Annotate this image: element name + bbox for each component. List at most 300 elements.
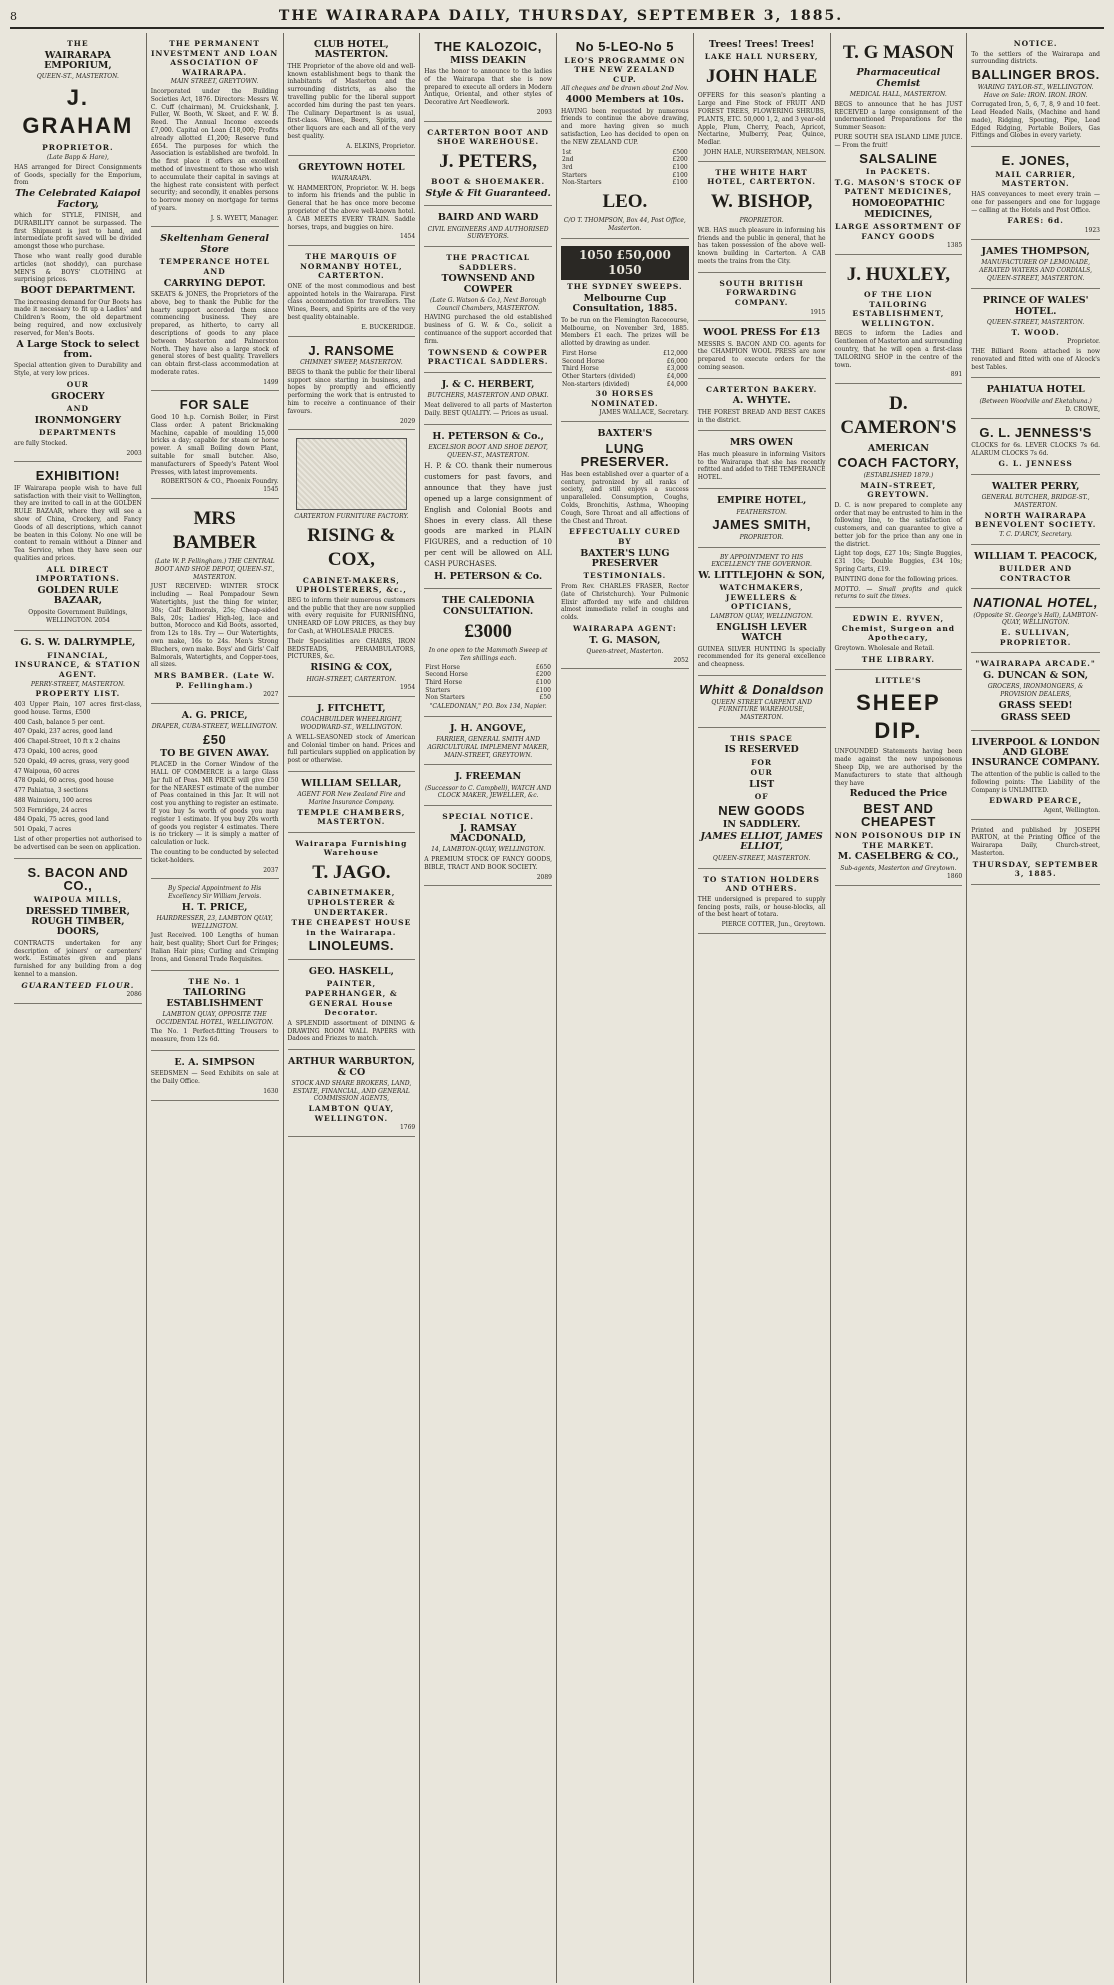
- perry-ad: [971, 477, 1100, 545]
- bamber-head: MRS BAMBER: [172, 507, 257, 554]
- hprice-ad: [151, 881, 279, 970]
- best-sub: NON POISONOUS DIP IN THE MARKET.: [834, 831, 962, 850]
- tailor-sub: LAMBTON QUAY, OPPOSITE THE OCCIDENTAL HOTEL, WELLINGTON.: [155, 1011, 274, 1026]
- column-1: [10, 33, 147, 1983]
- club-head: CLUB HOTEL, MASTERTON.: [313, 39, 389, 61]
- darcy-sig: T. C. D'ARCY, Secretary.: [999, 530, 1073, 538]
- herbert-sub: BUTCHERS, MASTERTON AND OPAKI.: [427, 392, 549, 400]
- grass-head: GRASS SEED!: [998, 699, 1073, 711]
- lung2-head: BAXTER'S LUNG PRESERVER: [580, 547, 670, 570]
- station-head: TO STATION HOLDERS AND OTHERS.: [703, 874, 820, 894]
- motto: MOTTO. — Small profits and quick returns to suit the times.: [834, 585, 963, 601]
- bishop-sub: PROPRIETOR.: [739, 217, 784, 225]
- whitt-head: Whitt & Donaldson: [699, 682, 824, 697]
- given-body: PLACED in the Corner Window of the HALL OF COMMERCE is a large Glass Jar full of Peas. MR PRICE will give £50 for the NEAREST estimate of the number of Peas contained in this Jar. It will not cost you anything to register an estimate. If you buy 5s worth of goods you may register 1 estimate. If you buy 20s worth of goods you register 4 estimates. There is no trickery — it is simply a matter of calculation or luck.: [150, 761, 279, 847]
- price-sub: DRAPER, CUBA-STREET, WELLINGTON.: [151, 723, 278, 731]
- peterson-ad: [424, 427, 552, 590]
- peterson-foot: H. PETERSON & Co.: [434, 570, 543, 582]
- ironmongery-label: IRONMONGERY: [34, 414, 122, 426]
- ryven-ad: [835, 610, 963, 670]
- emporium-ad: [14, 35, 142, 462]
- horses-head: 30 HORSES NOMINATED.: [591, 389, 659, 408]
- rising-cox-ad: [288, 432, 416, 697]
- table-row: First Horse £12,000: [562, 349, 688, 357]
- ballinger-sub: WARING TAYLOR-ST., WELLINGTON. Have on Sale: IRON. IRON. IRON.: [977, 83, 1094, 99]
- imprint-date: THURSDAY, SEPTEMBER 3, 1885.: [972, 859, 1099, 879]
- stock-head: A Large Stock to select from.: [16, 338, 140, 361]
- appointment: BY APPOINTMENT TO HIS EXCELLENCY THE GOVERNOR.: [711, 553, 812, 569]
- ryven-body: Greytown. Wholesale and Retail.: [834, 645, 935, 653]
- list-item: 400 Cash, balance 5 per cent.: [14, 718, 105, 726]
- table-row: Third Horse £100: [425, 679, 551, 687]
- proprietor-label: PROPRIETOR.: [42, 143, 114, 153]
- bamber-body: JUST RECEIVED: WINTER STOCK including — Real Pompadour Sewn Watertights, just the thing for winter, 30s; Calf Balmorals, 25s; Cheap-sided Bals, 20s; Ladies' High-leg, lace and button, Morocco and Kid Boots, assorted, from 12s to 18s. Try — Our Watertights, own make, 16s to 24s. Men's Strong Bluchers, own make. Boys' and Girls' Calf Balmorals, Watertights, and Copper-toes, all sizes.: [150, 583, 279, 669]
- table-row: 1st £500: [562, 148, 688, 156]
- little-label: LITTLE'S: [875, 676, 922, 686]
- elliot-name: JAMES ELLIOT, JAMES ELLIOT,: [700, 830, 823, 853]
- townsend-head: TOWNSEND AND COWPER: [441, 273, 535, 295]
- caledonian-addr: "CALEDONIAN," P.O. Box 134, Napier.: [429, 703, 547, 711]
- owen-body: Has much pleasure in informing Visitors to the Wairarapa that she has recently refitted and added to THE TEMPERANCE HOTEL.: [697, 450, 826, 482]
- townsend-body: HAVING purchased the old established business of G. W. & Co., solicit a continuance of the support accorded that firm.: [424, 314, 552, 345]
- liverpool-head: LIVERPOOL & LONDON AND GLOBE INSURANCE COMPANY.: [971, 736, 1100, 769]
- furniture-caption: CARTERTON FURNITURE FACTORY.: [294, 513, 409, 521]
- macdonald-body: A PREMIUM STOCK OF FANCY GOODS, BIBLE, TRACT AND BOOK SOCIETY.: [424, 856, 552, 871]
- special-head: SPECIAL NOTICE.: [442, 811, 534, 821]
- sullivan-sig: E. SULLIVAN, PROPRIETOR.: [999, 628, 1072, 647]
- wood-body: THE Billiard Room attached is now renovated and fitted with one of Alcock's best Tables.: [971, 347, 1100, 371]
- sheep-dip-ad: [835, 672, 963, 886]
- peacock-ad: [971, 547, 1100, 590]
- ad-number: 1860: [946, 873, 963, 881]
- and-label: AND: [66, 404, 89, 414]
- list-item: 503 Fernridge, 24 acres: [14, 806, 88, 814]
- jenness-body: CLOCKS for 6s. LEVER CLOCKS 7s 6d. ALARUM CLOCKS 7s 6d.: [971, 441, 1100, 457]
- owen-name: MRS OWEN: [729, 437, 794, 449]
- imprint: [971, 822, 1100, 885]
- bishop-ad: [698, 164, 826, 273]
- littlejohn-addr: LAMBTON QUAY, WELLINGTON.: [710, 613, 813, 621]
- perry-sub: GENERAL BUTCHER, BRIDGE-ST., MASTERTON.: [981, 494, 1090, 510]
- sk-head: Skeltenham General Store: [160, 233, 269, 255]
- leo-body: HAVING been requested by numerous friends to continue the above drawing, and more having given so much satisfaction, Leo has decided to open on the NEW ZEALAND CUP.: [561, 107, 689, 146]
- table-row: Non-starters (divided) £4,000: [562, 380, 688, 388]
- sydney-sweep-ad: [561, 241, 689, 423]
- rising-foot: RISING & COX,: [310, 662, 393, 674]
- ad-number: 1385: [946, 242, 963, 250]
- exhibition-ad: [14, 464, 142, 631]
- jago-sub: CABINETMAKER, UPHOLSTERER & UNDERTAKER.: [307, 888, 396, 917]
- list-item: 473 Opaki, 100 acres, good: [14, 747, 98, 755]
- list-item: 403 Upper Plain, 107 acres first-class, good house. Terms, £500: [14, 700, 142, 716]
- thompson-ad: [971, 242, 1100, 289]
- grocery-label: GROCERY: [51, 390, 105, 402]
- baxter-ad: [561, 424, 689, 669]
- buy-body: Those who want really good durable articles (not shoddy), can purchase MEN'S & BOYS' CLOTHING at surprising prices.: [14, 252, 142, 284]
- ad-number: 2052: [673, 656, 689, 664]
- fifty-pounds: £50: [203, 732, 227, 748]
- jenness-sig: G. L. JENNESS: [998, 459, 1073, 469]
- white-hart-head: THE WHITE HART HOTEL, CARTERTON.: [707, 167, 817, 187]
- golden-rule-head: GOLDEN RULE BAZAAR,: [37, 584, 119, 607]
- bacon-head: S. BACON AND CO.,: [27, 864, 129, 894]
- angove-head: J. H. ANGOVE,: [450, 722, 527, 734]
- list-item: 406 Chapel-Street, 10 ft x 2 chains: [14, 738, 121, 746]
- mason-ad: [835, 35, 963, 255]
- ad-number: 1630: [263, 1088, 279, 1095]
- haskell-head: GEO. HASKELL,: [308, 965, 394, 977]
- fitchett-ad: [288, 699, 416, 772]
- column-7: [831, 33, 968, 1983]
- american-label: AMERICAN: [867, 442, 929, 454]
- fitchett-sub: COACHBUILDER WHEELRIGHT, WOODWARD-ST., WELLINGTON.: [300, 716, 403, 732]
- exhibition-head: EXHIBITION!: [35, 468, 120, 484]
- greytown-sub: WAIRARAPA.: [331, 174, 372, 182]
- jones-name: E. JONES,: [1001, 153, 1070, 169]
- of-label: OF: [754, 792, 769, 802]
- emporium-intro: HAS arranged for Direct Consignments of Goods, specially for the Emporium, from: [14, 163, 142, 187]
- sheep-head: SHEEP DIP.: [856, 690, 941, 744]
- baird-sub: CIVIL ENGINEERS AND AUTHORISED SURVEYORS.: [427, 225, 549, 241]
- list-item: 47 Waipoua, 60 acres: [14, 767, 80, 775]
- wool-head: WOOL PRESS For £13: [703, 327, 821, 339]
- factory-body: which for STYLE, FINISH, and DURABILITY cannot be surpassed. The first Shipment is just to hand, and intermediate profit saved will be divided amongst those who purchase.: [14, 211, 142, 251]
- haskell-sub: PAINTER, PAPERHANGER, & GENERAL House Decorator.: [305, 979, 398, 1018]
- ransome-body: BEGS to thank the public for their liberal support since starting in business, and hopes by promptly and efficiently performing the work that is entrusted to him to receive a continuance of their favours.: [287, 368, 416, 415]
- whyte-name: A. WHYTE.: [732, 395, 791, 407]
- thompson-name: JAMES THOMPSON,: [981, 245, 1090, 257]
- carrying-head: CARRYING DEPOT.: [163, 277, 266, 289]
- duncan-sub: GROCERS, IRONMONGERS, & PROVISION DEALERS,: [987, 683, 1084, 699]
- casel-sub: Sub-agents, Masterton and Greytown.: [840, 864, 957, 872]
- all-direct: ALL DIRECT IMPORTATIONS.: [35, 564, 120, 584]
- sweep-table: [561, 350, 689, 388]
- exhibition-body: IF Wairarapa people wish to have full satisfaction with their visit to Wellington, they are invited to call in at the GOLDEN RULE BAZAAR, where they will see a show of China, Crockery, and Fancy Goods of all descriptions, which cannot be beaten in this Colony. No one will be content to remain without a Dinner and Tea Service, when they have seen our qualities and prices.: [14, 484, 142, 562]
- lake-head: LAKE HALL NURSERY,: [704, 52, 819, 62]
- bamber-foot: MRS BAMBER. (Late W. P. Fellingham.): [154, 671, 276, 690]
- notice-head: NOTICE.: [1013, 39, 1058, 48]
- cameron-ad: [835, 386, 963, 608]
- bakery-head: CARTERTON BAKERY.: [705, 384, 818, 394]
- ryven-head: EDWIN E. RYVEN, Chemist, Surgeon and Apothecary,: [841, 614, 956, 643]
- ransome-sub: CHIMNEY SWEEP, MASTERTON.: [300, 359, 403, 367]
- coach-est: (ESTABLISHED 1879.): [863, 471, 934, 479]
- stock-body: Special attention given to Durability and Style, at very low prices.: [14, 362, 142, 378]
- ad-number: 1915: [810, 308, 826, 316]
- sellar-sub: AGENT FOR New Zealand Fire and Marine Insurance Company.: [297, 791, 406, 806]
- simpson-head: E. A. SIMPSON: [174, 1056, 255, 1068]
- grass2-head: GRASS SEED: [1000, 712, 1071, 724]
- newspaper-title: THE WAIRARAPA DAILY, THURSDAY, SEPTEMBER 3, 1885.: [278, 8, 844, 24]
- table-row: Non Starters £50: [425, 694, 551, 702]
- leo-no5: No 5-LEO-No 5: [575, 39, 674, 54]
- baird-ad: [424, 208, 552, 247]
- lever-head: ENGLISH LEVER WATCH: [716, 621, 807, 644]
- herbert-body: Meat delivered to all parts of Masterton Daily. BEST QUALITY. — Prices as usual.: [424, 401, 552, 417]
- jago-ad: [288, 835, 416, 960]
- saddlers-head: THE PRACTICAL SADDLERS.: [446, 253, 531, 272]
- members-head: 4000 Members at 10s.: [565, 94, 685, 106]
- prize-table: [424, 664, 552, 702]
- sellar-addr: TEMPLE CHAMBERS, MASTERTON.: [297, 807, 406, 827]
- sk-sub: TEMPERANCE HOTEL AND: [159, 257, 270, 276]
- kalozoic-body: Has the honor to announce to the ladies of the Wairarapa that she is now prepared to execute all orders in Modern Antique, Oriental, and other styles of Decorative Art Needlework.: [424, 68, 552, 107]
- wood-sub: Proprietor.: [1067, 338, 1100, 346]
- imprint-text: Printed and published by JOSEPH PARTON, at the Printing Office of the Wairarapa Daily, Church-street, Masterton.: [971, 826, 1100, 857]
- jenness-ad: [971, 421, 1100, 475]
- mason-name: T. G MASON: [842, 42, 954, 63]
- effectual-label: EFFECTUALLY CURED BY: [568, 527, 681, 547]
- ballinger-body: Corrugated Iron, 5, 6, 7, 8, 9 and 10 feet. Lead Headed Nails, (Machine and hand made), Ridging, Spouting, Pipe, Lead Edged Ridging, Portable Boilers, Gas Fittings and Globes in every variety.: [971, 101, 1100, 140]
- saline-head: SALSALINE: [859, 150, 938, 166]
- table-row: Third Horse £3,000: [562, 365, 688, 373]
- cameron-name: D. CAMERON'S: [840, 393, 957, 439]
- baxter-head: BAXTER'S: [597, 428, 653, 440]
- table-row: First Horse £650: [425, 663, 551, 671]
- normanby-body: ONE of the most commodious and best appointed hotels in the Wairarapa. First class accommodation for travellers. The Wines, Beers, and Spirits are of the very best quality obtainable.: [287, 282, 416, 322]
- columns: [10, 33, 1104, 1983]
- patent-head: T.G. MASON'S STOCK OF PATENT MEDICINES,: [834, 177, 963, 197]
- bakery-ad: [698, 381, 826, 432]
- ad-number: 1954: [399, 684, 416, 692]
- prince-of-wales-ad: [971, 291, 1100, 378]
- peterson-sub: EXCELSIOR BOOT AND SHOE DEPOT, QUEEN-ST., MASTERTON.: [428, 443, 548, 459]
- agent-addr: Queen-street, Masterton.: [586, 648, 664, 656]
- arcade-label: "WAIRARAPA ARCADE.": [975, 659, 1096, 669]
- no1-label: THE No. 1: [188, 976, 241, 986]
- huxley-name: J. HUXLEY,: [846, 263, 951, 285]
- club-hotel-ad: [288, 35, 416, 156]
- coach-addr: MAIN-STREET, GREYTOWN.: [860, 480, 937, 500]
- packets-label: In PACKETS.: [865, 167, 931, 177]
- jones-sub: MAIL CARRIER, MASTERTON.: [995, 169, 1077, 189]
- column-4: [420, 33, 557, 1983]
- station-body: THE undersigned is prepared to supply fencing posts, rails, or house-blocks, all of the best heart of totara.: [697, 895, 826, 919]
- angove-sub: FARRIER, GENERAL SMITH AND AGRICULTURAL IMPLEMENT MAKER, MAIN-STREET, GREYTOWN.: [427, 736, 549, 759]
- leo-sub: All cheques and be drawn about 2nd Nov.: [561, 85, 689, 93]
- normanby-head: THE MARQUIS OF NORMANBY HOTEL, CARTERTON.: [300, 252, 403, 281]
- casel-name: M. CASELBERG & CO.,: [837, 851, 959, 863]
- best-head: BEST AND CHEAPEST: [860, 800, 936, 830]
- dalrymple-addr: PERRY-STREET, MASTERTON.: [30, 680, 125, 688]
- forest-body: THE FOREST BREAD AND BEST CAKES in the district.: [697, 408, 826, 424]
- departments-label: DEPARTMENTS: [39, 428, 117, 438]
- jones-ad: [971, 149, 1100, 239]
- homeo-head: HOMOEOPATHIC MEDICINES,: [851, 198, 945, 220]
- freeman-head: J. FREEMAN: [455, 771, 522, 783]
- liverpool-body: The attention of the public is called to the following points: The Liability of the Company is UNLIMITED.: [971, 770, 1100, 794]
- boot-head: BOOT DEPARTMENT.: [20, 285, 136, 297]
- invest-sub: MAIN STREET, GREYTOWN.: [170, 78, 259, 86]
- bacon-ad: [14, 861, 142, 1004]
- herbert-ad: [424, 375, 552, 425]
- haskell-body: A SPLENDID assortment of DINING & DRAWING ROOM WALL PAPERS with Dadoes and Friezes to match.: [287, 1019, 416, 1043]
- freeman-sub: (Successor to C. Campbell), WATCH AND CLOCK MAKER, JEWELLER, &c.: [424, 784, 552, 800]
- peters-head: CARTERTON BOOT AND SHOE WAREHOUSE.: [427, 127, 550, 147]
- list-item: 407 Opaki, 237 acres, good land: [14, 728, 113, 736]
- table-row: Second Horse £6,000: [562, 357, 688, 365]
- hprice-head: H. T. PRICE,: [181, 901, 248, 913]
- huxley-sub: OF THE LION TAILORING ESTABLISHMENT, WELLINGTON.: [852, 290, 945, 328]
- littlejohn-head: W. LITTLEJOHN & SON,: [698, 569, 826, 581]
- pahiatua-ad: [971, 380, 1100, 419]
- notice-body: To the settlers of the Wairarapa and surrounding districts.: [971, 50, 1100, 66]
- salt-body: PURE SOUTH SEA ISLAND LIME JUICE. — From the fruit!: [834, 134, 963, 149]
- leo-addr: C/O T. THOMPSON, Box 44, Post Office, Masterton.: [563, 217, 686, 232]
- investment-ad: [151, 35, 279, 227]
- space-label: THIS SPACE: [730, 733, 793, 743]
- fares-label: FARES: 6d.: [1007, 216, 1064, 226]
- peacock-name: WILLIAM T. PEACOCK,: [973, 550, 1098, 562]
- graham-name: J. GRAHAM: [22, 85, 134, 139]
- dalrymple-sub: FINANCIAL, INSURANCE, & STATION AGENT.: [14, 650, 141, 680]
- rising-items: Their Specialities are CHAIRS, IRON BEDSTEADS, PERAMBULATORS, PICTURES, &c.: [287, 637, 416, 661]
- emporium-the: THE: [67, 39, 89, 48]
- prize-sub: In one open to the Mammoth Sweep at Ten shillings each.: [428, 647, 548, 663]
- townsend-foot: TOWNSEND & COWPER PRACTICAL SADDLERS.: [427, 347, 549, 367]
- empire-sub: FEATHERSTON.: [736, 508, 787, 516]
- invest-head: THE PERMANENT INVESTMENT AND LOAN ASSOCIATION OF WAIRARAPA.: [151, 39, 279, 77]
- greytown-body: W. HAMMERTON, Proprietor. W. H. begs to inform his friends and the public in General that he has once more become proprietor of the above well-known hotel. A CAB MEETS EVERY TRAIN. Saddle horses, traps, and buggies on hire.: [287, 184, 416, 231]
- property-more: List of other properties not authorised to be advertised can be seen on application.: [14, 836, 142, 851]
- agent-label: WAIRARAPA AGENT:: [572, 624, 677, 634]
- macdonald-sub: 14, LAMBTON-QUAY, WELLINGTON.: [431, 846, 546, 854]
- emporium-name: WAIRARAPA EMPORIUM,: [44, 49, 112, 72]
- cotter-ad: [698, 871, 826, 934]
- table-row: Non-Starters £100: [562, 179, 688, 187]
- consultation-head: THE CALEDONIA CONSULTATION.: [441, 595, 535, 617]
- hale-body: OFFERS for this season's planting a Large and Fine Stock of FRUIT AND FOREST TREES, FLOWERING SHRUBS, PLANTS, ETC. 50,000 1, 2, and 3 year-old Apple, Plum, Cherry, Peach, Apricot, Nectarine, Mulberry, Pear, Quince, Medlar.: [697, 92, 826, 147]
- agent-name: T. G. MASON,: [589, 634, 661, 646]
- list-item: 478 Opaki, 60 acres, good house: [14, 777, 114, 785]
- late-label: (Late Bapp & Hare),: [46, 154, 109, 162]
- leo-name: LEO.: [602, 190, 648, 212]
- furniture-illustration: [296, 438, 407, 510]
- sheep-body: UNFOUNDED Statements having been made against the new unpoisonous Sheep Dip, we are authorised by the Manufacturers to state that although they have: [834, 748, 963, 787]
- wool-press-ad: [698, 323, 826, 379]
- baird-head: BAIRD AND WARD: [437, 212, 539, 224]
- ballinger-ad: [971, 35, 1100, 147]
- peters-ad: [424, 124, 552, 207]
- list-item: 520 Opaki, 49 acres, grass, very good: [14, 757, 130, 765]
- ransome-head: J. RANSOME: [308, 342, 395, 358]
- peters-name: J. PETERS,: [439, 150, 537, 172]
- table-row: Other Starters (divided) £4,000: [562, 372, 688, 380]
- elliot-ad: [698, 730, 826, 869]
- column-2: [147, 33, 284, 1983]
- ad-number: 891: [950, 371, 963, 379]
- caledonia-ad: [424, 591, 552, 717]
- simpson-body: SEEDSMEN — Seed Exhibits on sale at the Daily Office.: [150, 1070, 279, 1086]
- crowe-name: D. CROWE,: [1065, 406, 1100, 414]
- empire-head: EMPIRE HOTEL,: [716, 495, 807, 507]
- townsend-ad: [424, 249, 552, 373]
- bacon-items: DRESSED TIMBER, ROUGH TIMBER, DOORS,: [25, 905, 130, 938]
- fitchett-head: J. FITCHETT,: [317, 702, 386, 714]
- normanby-ad: [288, 248, 416, 336]
- angove-ad: [424, 719, 552, 765]
- mason-sub: Pharmaceutical Chemist: [856, 67, 941, 89]
- rising-body: BEG to inform their numerous customers and the public that they are now supplied with every requisite for FURNISHING, UNHEARD OF LOW PRICES, as they buy for Cash, at WHOLESALE PRICES.: [287, 596, 416, 635]
- leo-table: [561, 149, 689, 187]
- national-head: NATIONAL HOTEL,: [973, 595, 1098, 611]
- price-head: A. G. PRICE,: [181, 710, 248, 722]
- huxley-body: BEGS to inform the Ladies and Gentlemen of Masterton and surrounding country, that he will open a first-class TAILORING SHOP in the centre of the town.: [834, 330, 963, 369]
- rising-head: RISING & COX,: [307, 524, 396, 571]
- dalrymple-head: G. S. W. DALRYMPLE,: [20, 637, 136, 649]
- whitt-sub: QUEEN STREET CARPENT AND FURNITURE WAREHOUSE, MASTERTON.: [711, 698, 812, 721]
- smith-sub: PROPRIETOR.: [739, 533, 784, 541]
- hprice-sub: HAIRDRESSER, 23, LAMBTON QUAY, WELLINGTON.: [156, 915, 273, 930]
- ad-number: 2093: [536, 109, 552, 117]
- peterson-head: H. PETERSON & Co.,: [432, 430, 544, 442]
- owen-ad: [698, 433, 826, 489]
- hale-name: JOHN HALE: [705, 66, 818, 88]
- column-3: [284, 33, 421, 1983]
- invest-body: Incorporated under the Building Societies Act, 1876. Directors: Messrs W. C. Cuff (chairman), M. Cruickshank, J. Fuller, W. Booth, W. Skeet, and F. W. B. Reed. The Annual Income exceeds £7,000. Capital on Loan £18,000; Profits already allotted £1,200; Reserve fund £654. The purposes for which the Association is established are twofold. In the first place it offers an excellent method of investment to those who wish to accumulate their capital in savings at the highest rate consistent with perfect security; and secondly, it enables persons to borrow money on mortgage for terms of years.: [150, 88, 279, 212]
- given-foot: The counting to be conducted by selected ticket-holders.: [150, 848, 279, 864]
- reduced-head: Reduced the Price: [849, 788, 948, 800]
- bamber-sub: (Late W. P. Fellingham.) THE CENTRAL BOOT AND SHOE DEPOT, QUEEN-ST., MASTERTON.: [154, 558, 275, 581]
- forsale-sig: ROBERTSON & CO., Phoenix Foundry.: [161, 478, 279, 486]
- coach-head: COACH FACTORY,: [837, 455, 960, 471]
- table-row: Starters £100: [562, 171, 688, 179]
- freeman-ad: [424, 767, 552, 806]
- price-ad: [151, 706, 279, 879]
- rising-addr: HIGH-STREET, CARTERTON.: [306, 675, 397, 683]
- list-item: 484 Opaki, 75 acres, good land: [14, 816, 109, 824]
- macdonald-head: J. RAMSAY MACDONALD,: [450, 822, 527, 845]
- testimonials-head: TESTIMONIALS.: [583, 571, 667, 581]
- hale-sig: JOHN HALE, NURSERYMAN, NELSON.: [703, 148, 826, 156]
- peters-sub: BOOT & SHOEMAKER.: [431, 177, 546, 187]
- duncan-ad: [971, 655, 1100, 730]
- forwarding-ad: [698, 275, 826, 321]
- huxley-ad: [835, 257, 963, 384]
- list-item: 501 Opaki, 7 acres: [14, 826, 72, 834]
- whitt-ad: [698, 678, 826, 728]
- for-label: FOR: [751, 757, 773, 767]
- tailor-head: TAILORING ESTABLISHMENT: [166, 987, 263, 1009]
- macdonald-ad: [424, 808, 552, 886]
- cotter-sig: PIERCE COTTER, Jun., Greytown.: [721, 921, 826, 929]
- wallace-sig: JAMES WALLACE, Secretary.: [599, 409, 689, 417]
- lung-head: LUNG PRESERVER.: [580, 440, 670, 470]
- wood-name: T. WOOD.: [1011, 327, 1060, 337]
- jago-name: T. JAGO.: [312, 862, 391, 884]
- warburton-ad: [288, 1052, 416, 1137]
- table-row: 2nd £200: [562, 156, 688, 164]
- littlejohn-sub: WATCHMAKERS, JEWELLERS & OPTICIANS,: [719, 583, 804, 612]
- bishop-body: W.B. HAS much pleasure in informing his friends and the public in general, that he has taken possession of the above well-known building in Carterton. A CAB meets the trains from the City.: [697, 226, 826, 265]
- cheapest-label: THE CHEAPEST HOUSE in the Wairarapa.: [291, 918, 412, 937]
- departments-body: are fully Stocked.: [14, 439, 68, 447]
- lung-body: Has been established over a quarter of a century, patronized by all ranks of society, and still enjoys a success unparalleled. Consumption, Coughs, Colds, Bronchitis, Asthma, Whooping Cough, Sore Throat and all affections of the Chest and Throat.: [561, 470, 689, 525]
- club-body: THE Proprietor of the above old and well-known establishment begs to thank the inhabitants of Masterton and the surrounding districts, as also the travelling public for the liberal support accorded him during the past ten years. The Culinary Department is as usual, first-class. Wines, Beers, Spirits, and other liquors are each and all of the very best quality.: [287, 62, 416, 141]
- forsale-body: Good 10 h.p. Cornish Boiler, in First Class order. A patent Brickmaking Machine, capable of moulding 15,000 bricks a day; capable for steam or horse power. A small Boiling down Plant, suitable for small butcher. Also, manufacturers of Speedy's Patent Wool Presses, with latest improvements.: [150, 414, 279, 476]
- forwarding-head: SOUTH BRITISH FORWARDING COMPANY.: [719, 278, 804, 307]
- library-head: THE LIBRARY.: [861, 654, 935, 664]
- pahiatua-sub: (Between Woodville and Eketahuna.): [979, 397, 1092, 405]
- national-hotel-ad: [971, 591, 1100, 653]
- hale-ad: [698, 35, 826, 162]
- our-label: OUR: [750, 768, 773, 778]
- ad-number: 2089: [536, 873, 552, 881]
- skeltenham-ad: [151, 229, 279, 391]
- pearce-name: EDWARD PEARCE,: [989, 796, 1083, 806]
- factory-head: The Celebrated Kaiapoi Factory,: [15, 188, 141, 210]
- list-item: 477 Pahiatua, 3 sections: [14, 787, 89, 795]
